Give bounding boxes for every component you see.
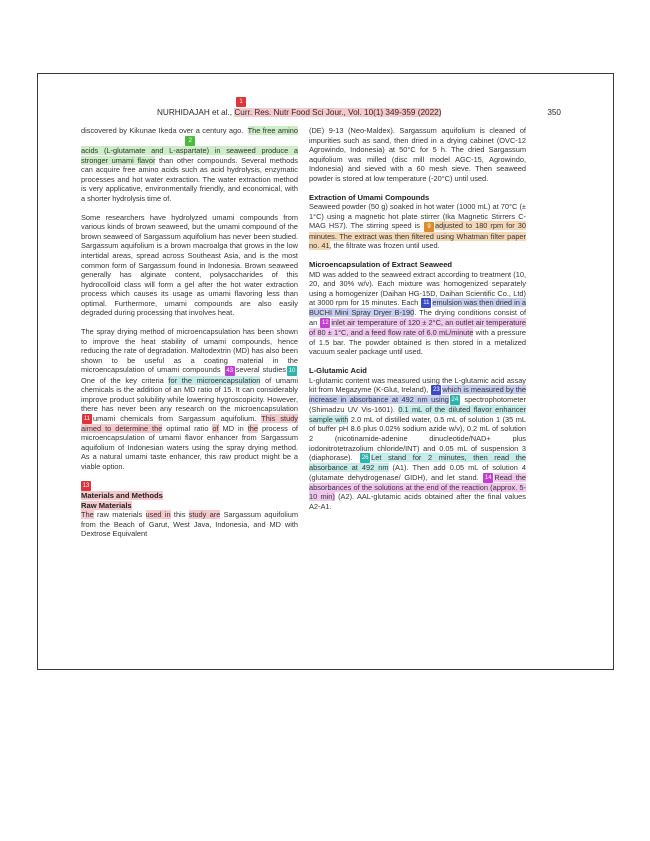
citation bbox=[157, 107, 441, 119]
annotation-marker: 2 bbox=[185, 136, 195, 146]
page-marker: 1 bbox=[236, 97, 246, 107]
annotation-marker: 9 bbox=[424, 222, 434, 232]
annotation-marker: 23 bbox=[433, 387, 440, 394]
section-heading-extraction: Extraction of Umami Compounds bbox=[309, 192, 430, 202]
paragraph-intro: discovered by Kikunae Ikeda over a century ago.2 The free amino acids (L-glutamate and L-aspartate) in seaweed produce a stronger umami flavor than other compounds. Several methods can acquire free amino acids such as acid hydrolysis, enzymatic processes and hot water extraction. The water extraction method is very applicative, environmentally friendly, and economical, with a shorter hydrolysis time of. bbox=[81, 126, 299, 203]
paragraph-microencapsulation: MD was added to the seaweed extract according to treatment (10, 20, and 30% w/v). Each mixture was homogenized separately using a homogenizer (Daihan HG-15D, Daihan Scientific Co., Ltd) at 3000 rpm for 15 minutes. Each 11 emulsion was then dried in a BUCHI Mini Spray Dryer B-190. The drying conditions consist of an 12 inlet air temperature of 120 ± 2°C, an outlet air temperature of 80 ± 1°C, and a feed flow rate of 6.0 mL/minute with a pressure of 1.5 bar. The powder obtained is then stored in a metalized vacuum sealer package until used. bbox=[309, 269, 527, 357]
paragraph-raw-materials: The raw materials used in this study are Sargassum aquifolium from the Beach of Garut, West Java, Indonesia, and MD with Dextrose Equivalent bbox=[81, 510, 298, 539]
authors: NURHIDAJAH et al., bbox=[157, 108, 233, 117]
annotation-marker: 12 bbox=[322, 319, 329, 326]
subsection-heading: Raw Materials bbox=[81, 500, 132, 510]
paragraph-spray-drying: The spray drying method of microencapsulation has been shown to improve the heat stability of umami compounds, hence reducing the rate of degradation. Maltodextrin (MD) has also been shown to be useful as a coating material in the microencapsulation of umami compounds 43 several studies 10 One of the key criteria for the microencapsulation of umami chemicals is the addition of an MD ratio of 15. It can considerably improve product solubility while lowering hygroscopicity. However, there has never been any research on the microencapsulation 11 umami chemicals from Sargassum aquifolium. This study aimed to determine the optimal ratio of MD in the process of microencapsulation of umami flavor enhancer from Sargassum aquifolium of Indonesian waters using the spray drying method. As a natural umami taste enhancer, this raw product might be a viable option. bbox=[81, 327, 299, 471]
section-heading-microencapsulation: Microencapsulation of Extract Seaweed bbox=[309, 260, 453, 270]
paragraph-brown-seaweed: Some researchers have hydrolyzed umami compounds from various kinds of brown seaweed, but the umami compound of the brown seaweed of Sargassum aquifolium has never been studied. Sargassum aquifolium is a brown macroalga that grows in the low intertidal areas, spread across Southeast Asia, and is the most common form of Sargassum found in Indonesia. Brown seaweed generally has alginate content, polysaccharides of this hydrocolloid class will form a gel after the hot water extraction process which causes its usage as umami flavoring less than optimal. Furthermore, umami compounds are also easily degraded during processing that involves heat. bbox=[81, 212, 298, 318]
journal-citation: Curr. Res. Nutr Food Sci Jour., Vol. 10(1) 349-359 (2022) bbox=[234, 108, 442, 117]
annotation-marker: 14 bbox=[485, 474, 492, 481]
highlight-amino-acids: The free amino acids (L-glutamate and L-aspartate) in seaweed produce a stronger umami flavor bbox=[81, 126, 298, 165]
page bbox=[37, 73, 614, 670]
annotation-marker: 43 bbox=[226, 367, 233, 374]
paragraph-extraction: Seaweed powder (50 g) soaked in hot water (1000 mL) at 70°C (± 1°C) using a magnetic hot plate stirrer (Ika Magnetic Stirrers C-MAG HS7). The stirring speed is 9 adjusted to 180 rpm for 30 minutes. The extract was then filtered using Whatman filter paper no. 41, the filtrate was frozen until used. bbox=[309, 202, 526, 251]
section-heading-glutamic: L-Glutamic Acid bbox=[309, 366, 367, 376]
running-header bbox=[38, 107, 613, 119]
annotation-marker: 13 bbox=[82, 483, 90, 490]
paragraph-glutamic: L-glutamic content was measured using the L-glutamic acid assay kit from Megazyme (K-Glut, Ireland), 23 which is measured by the increase in absorbance at 492 nm using 24 spectrophotometer (Shimadzu UV Vis-1601). 0.1 mL of the diluted flavor enhancer sample with 2.0 mL of distilled water, 0.5 mL of solution 1 (35 mL of buffer pH 8.6 plus 0.02% sodium azide w/v), 0.2 mL of solution 2 (nicotinamide-adenine dinucleotide/NAD+ plus iodonitrotetrazolium chloride/INT) and 0.05 mL of suspension 3 (diaphorase). 26 Let stand for 2 minutes, then read the absorbance at 492 nm (A1). Then add 0.05 mL of solution 4 (glutamate dehydrogenase/ GIDH), and let stand. 14 Read the absorbances of the solutions at the end of the reaction (approx. 5-10 min) (A2). AAL-glutamic acids obtained after the final values A2-A1. bbox=[309, 375, 527, 511]
annotation-marker: 26 bbox=[361, 455, 369, 462]
section-heading: Materials and Methods bbox=[81, 491, 163, 501]
annotation-marker: 10 bbox=[288, 367, 296, 374]
annotation-marker: 11 bbox=[423, 300, 430, 307]
annotation-marker: 24 bbox=[451, 397, 459, 404]
paragraph-cleaning: (DE) 9-13 (Neo-Maldex). Sargassum aquifolium is cleaned of impurities such as sand, then dried in a drying cabinet (OVC-12 Agrowindo, Indonesia) at 50°C for 5 h. The dried Sargassum aquifolium was milled (disc mill model AGC-15, Agrowindo, Indonesia) and sieved with a 60 mesh sieve. Then seaweed powder is stored at low temperature (-20°C) until used. bbox=[309, 126, 526, 183]
page-number: 350 bbox=[547, 108, 561, 117]
right-column bbox=[309, 126, 526, 521]
left-column bbox=[81, 126, 298, 548]
annotation-marker: 11 bbox=[83, 415, 91, 422]
